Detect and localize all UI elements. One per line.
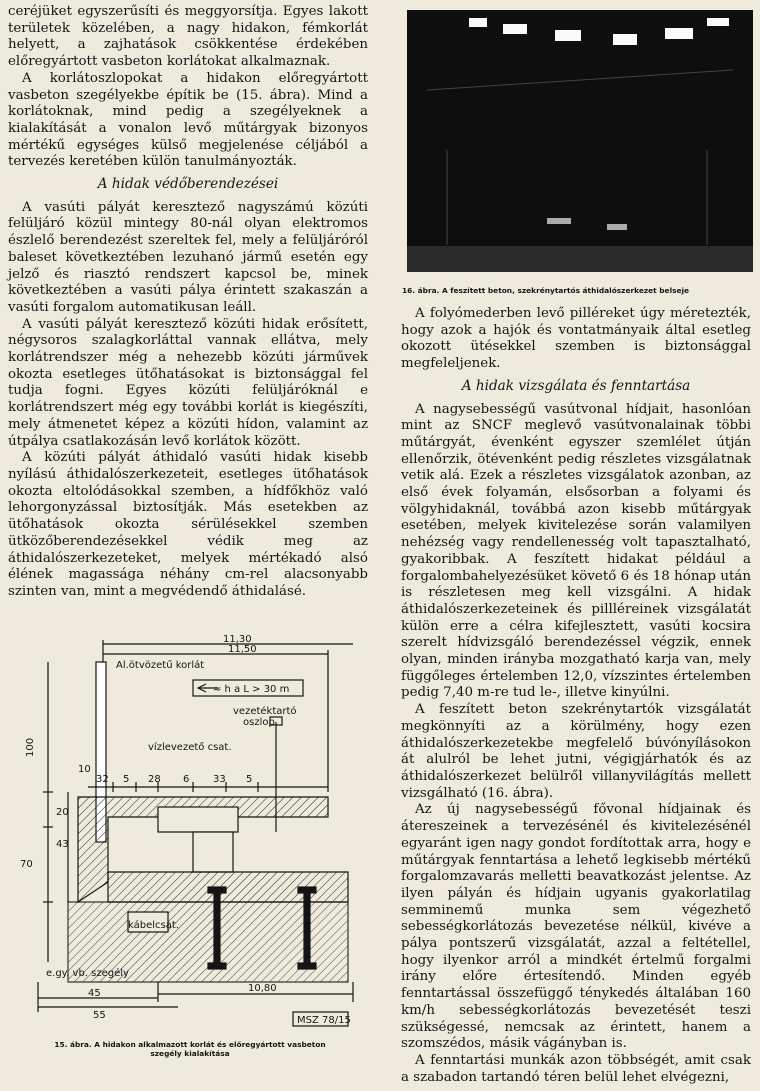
label-drain: vízlevezető csat. <box>148 742 232 753</box>
paragraph: A folyómederben levő pilléreket úgy méretezték, hogy azok a hajók és vontatmányaik által esetleg okozott ütésekkel szemben is biztonsággal megfeleljenek. <box>401 306 751 372</box>
dim-5b: 5 <box>246 774 253 785</box>
paragraph: A fenntartási munkák azon többségét, amit csak a szabadon tartandó téren belül lehet elvégezni, <box>401 1052 751 1085</box>
dim-43: 43 <box>56 839 69 850</box>
dim-32: 32 <box>96 774 109 785</box>
figure-16-caption: 16. ábra. A feszített beton, szekrénytartós áthidalószerkezet belseje <box>402 286 690 295</box>
section-heading-protection: A hidak védőberendezései <box>97 176 279 193</box>
standard-mark: MSZ 78/15 <box>297 1015 351 1026</box>
paragraph: A feszített beton szekrénytartók vizsgálatát megkönnyíti az a körülmény, hogy ezen áthidalószerkezetekbe megfelelő búvónyílásokon át alulról be lehet jutni, végigjárhatók és az áthidalószerkezet belülről villanyvilágítás mellett vizsgálható (16. ábra). <box>401 702 751 801</box>
dim-1150: 11,50 <box>228 644 257 655</box>
section-heading-inspection: A hidak vizsgálata és fenntartása <box>461 377 691 394</box>
paragraph: Az új nagysebességű fővonal hídjainak és átereszeinek a tervezésénél és kivitelezésénél egyaránt igen nagy gondot fordítottak arra, hogy e műtárgyak fenntartása a lehető legkisebb mértékű forgalomzavarás melletti beavatkozást jelentse. Az ilyen pályán és hídjain ugyanis gyakorlatilag semminemű munka sem végezhető sebességkorlátozás bevezetése nélkül, kivéve a pálya pontszerű vizsgálatát, azzal a feltétellel, hogy ilyenkor arról a mindkét értelmű forgalmi irány előre értesítendő. Minden egyéb fenntartással összefüggő ténykedés általában 160 km/h sebességkorlátozás bevezetését teszi szükségessé, nemcsak az érintett, hanem a szomszédos, másik vágányban is. <box>401 802 751 1052</box>
paragraph: A korlátoszlopokat a hidakon előregyártott vasbeton szegélyekbe építik be (15. ábra). Mind a korlátoknak, mind pedig a szegélyeknek a kialakítását a vonalon levő műtárgyak bizonyos mértékű egységes külső megjelenése céljából a tervezés keretében külön tanulmányozták. <box>8 70 368 170</box>
paragraph: ceréjüket egyszerűsíti és meggyorsítja. Egyes lakott területek közelében, a nagy hidakon, fémkorlát helyett, a zajhatások csökkentése érdekében előregyártott vasbeton korlátokat alkalmaznak. <box>8 4 368 70</box>
dim-20: 20 <box>56 807 69 818</box>
paragraph: A nagysebességű vasútvonal hídjait, hasonlóan mint az SNCF meglevő vasútvonalainak többi műtárgyát, évenként egyszer szemlélet útján ellenőrzik, ötévenként pedig részletes vizsgálatnak vetik alá. Ezek a részletes vizsgálatok azonban, az első évek folyamán, elsősorban a folyami és völgyhidaknál, továbbá azon kisebb műtárgyak esetében, melyek kivitelezése során valamilyen nehézség vagy rendellenesség volt tapasztalható, gyakoribbak. A feszített hidakat például a forgalombahelyezésüket követő 6 és 18 hónap után is részletesen meg kell vizsgálni. A hidak áthidalószerkezeteinek és pillléreinek vizsgálatát külön erre a célra kifejlesztett, vasúti kocsira szerelt hídvizsgáló berendezéssel végzik, ennek olyan, minden irányba mozgatható karja van, mely függőleges értelemben 12,0, vízszintes értelemben pedig 7,40 m-re tud le-, illetve kinyúlni. <box>401 401 751 701</box>
label-edge: e.gy. vb. szegély <box>46 968 129 979</box>
dim-1130: 11,30 <box>223 634 252 645</box>
paragraph: A vasúti pályát keresztező nagyszámú közúti felüljáró közül mintegy 80-nál olyan elektromos észlelő berendezést szereltek fel, mely a felüljáróról baleset következtében lezuhanó jármű esetén egy jelző és riasztó rendszert kapcsol be, minek következtében a vasúti pálya érintett szakaszán a vasúti forgalom automatikusan leáll. <box>8 199 368 315</box>
label-h: ≈ h a L > 30 m <box>213 684 290 695</box>
figure-16-photo <box>407 10 753 272</box>
label-cable: kábelcsat. <box>128 920 179 931</box>
dim-55: 55 <box>93 1010 106 1021</box>
label-pole-2: oszlop <box>243 717 275 728</box>
dim-100: 100 <box>25 737 36 757</box>
dim-1080: 10,80 <box>248 983 277 994</box>
right-column <box>401 306 751 1086</box>
dim-45: 45 <box>88 988 101 999</box>
figure-15-drawing <box>8 632 363 1037</box>
dim-33: 33 <box>213 774 226 785</box>
label-pole-1: vezetéktartó <box>233 706 297 717</box>
dim-70: 70 <box>20 859 33 870</box>
paragraph: A vasúti pályát keresztező közúti hidak erősített, négysoros szalagkorláttal vannak ellátva, mely korlátrendszer még a nehezebb közúti járművek okozta esetleges ütőhatásokat is biztonsággal fel tudja fogni. Egyes közúti felüljáróknál e korlátrendszert még egy további korlát is kiegészíti, mely átmenetet képez a közúti hídon, valamint az útpálya csatlakozásán levő korlátok között. <box>8 316 368 449</box>
dim-28: 28 <box>148 774 161 785</box>
label-railing: Al.ötvözetű korlát <box>116 660 205 671</box>
figure-15-caption: 15. ábra. A hidakon alkalmazott korlát és előregyártott vasbeton szegély kialakítása <box>54 1040 326 1058</box>
paragraph: A közúti pályát áthidaló vasúti hidak kisebb nyílású áthidalószerkezeteit, esetleges ütőhatások okozta eltolódásokkal szemben, a hídfőkhöz való lehorgonyzással biztosítják. Más esetekben az ütőhatások okozta sérülésekkel szemben ütközőberendezésekkel védik meg az áthidalószerkezeteket, melyek mértékadó alsó élének magassága néhány cm-rel alacsonyabb szinten van, mint a megvédendő áthidalásé. <box>8 450 368 599</box>
left-column <box>8 4 368 601</box>
dim-10: 10 <box>78 764 91 775</box>
dim-5: 5 <box>123 774 130 785</box>
dim-6: 6 <box>183 774 190 785</box>
